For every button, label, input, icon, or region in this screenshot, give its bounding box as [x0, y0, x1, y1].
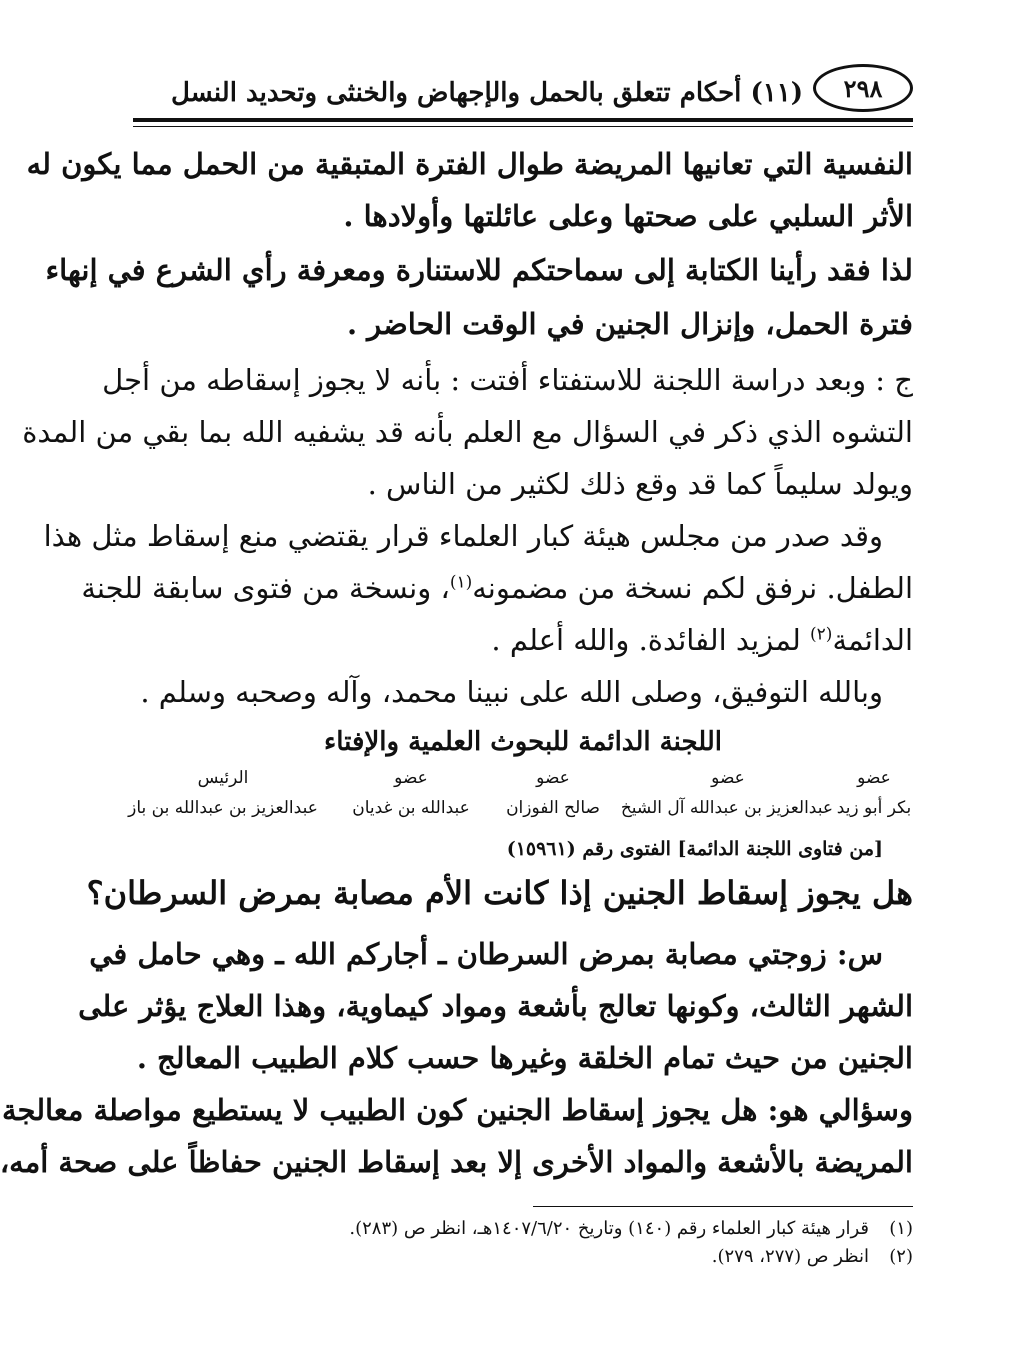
- footnote: [133, 1246, 913, 1267]
- line-text: لمزيد الفائدة. والله أعلم .: [491, 623, 811, 657]
- committee-name: اللجنة الدائمة للبحوث العلمية والإفتاء: [324, 727, 722, 757]
- signatory: [113, 768, 333, 818]
- footnote-text: انظر ص (٢٧٧، ٢٧٩).: [711, 1246, 869, 1267]
- signatory-role: عضو: [711, 768, 745, 788]
- page-header: [133, 62, 913, 120]
- signatory-role: الرئيس: [197, 768, 249, 788]
- signatory-role: عضو: [536, 768, 570, 788]
- footnote-number: (١): [889, 1218, 913, 1239]
- footnote-ref-2[interactable]: (٢): [810, 624, 833, 645]
- question-line: س: زوجتي مصابة بمرض السرطان ـ أجاركم الله ـ وهي حامل في: [89, 937, 883, 971]
- fatwa-reference: [من فتاوى اللجنة الدائمة] الفتوى رقم (١٥٩٦١): [506, 838, 883, 860]
- body-line: فترة الحمل، وإنزال الجنين في الوقت الحاضر .: [346, 307, 913, 341]
- body-line: النفسية التي تعانيها المريضة طوال الفترة المتبقية من الحمل مما يكون له: [26, 147, 913, 181]
- closing-line: وبالله التوفيق، وصلى الله على نبينا محمد، وآله وصحبه وسلم .: [140, 675, 883, 709]
- signatory-name: صالح الفوزان: [506, 798, 600, 818]
- signatory-name: عبدالله بن غديان: [352, 798, 470, 818]
- signatory-name: عبدالعزيز بن عبدالله آل الشيخ: [620, 798, 833, 818]
- signatory-role: عضو: [394, 768, 428, 788]
- line-text: ، ونسخة من فتوى سابقة للجنة: [81, 571, 450, 605]
- signatory-name: بكر أبو زيد: [836, 798, 912, 818]
- chapter-title: (١١) أحكام تتعلق بالحمل والإجهاض والخنثى وتحديد النسل: [171, 78, 803, 108]
- section-title: هل يجوز إسقاط الجنين إذا كانت الأم مصابة بمرض السرطان؟: [86, 874, 913, 912]
- body-line: لذا فقد رأينا الكتابة إلى سماحتكم للاستنارة ومعرفة رأي الشرع في إنهاء: [45, 253, 913, 287]
- question-line: المريضة بالأشعة والمواد الأخرى إلا بعد إسقاط الجنين حفاظاً على صحة أمه،: [0, 1145, 913, 1179]
- footnote-ref-1[interactable]: (١): [449, 572, 473, 593]
- body-line: الأثر السلبي على صحتها وعلى عائلتها وأولادها .: [343, 199, 913, 233]
- question-line: وسؤالي هو: هل يجوز إسقاط الجنين كون الطبيب لا يستطيع مواصلة معالجة: [1, 1093, 913, 1127]
- line-text: الدائمة: [832, 623, 913, 657]
- line-text: الطفل. نرفق لكم نسخة من مضمونه: [472, 571, 913, 605]
- footnote-text: قرار هيئة كبار العلماء رقم (١٤٠) وتاريخ ١٤٠٧/٦/٢٠هـ، انظر ص (٢٨٣).: [349, 1218, 869, 1239]
- signatures: [128, 768, 913, 828]
- page-number: ٢٩٨: [813, 64, 913, 112]
- answer-line: ويولد سليماً كما قد وقع ذلك لكثير من الناس .: [367, 467, 913, 501]
- answer-line-footnote-1: [81, 568, 913, 608]
- header-rule-thick: [133, 118, 913, 122]
- answer-line: ج : وبعد دراسة اللجنة للاستفتاء أفتت : بأنه لا يجوز إسقاطه من أجل: [102, 363, 913, 397]
- question-line: الجنين من حيث تمام الخلقة وغيرها حسب كلام الطبيب المعالج .: [136, 1041, 913, 1075]
- question-line: الشهر الثالث، وكونها تعالج بأشعة ومواد كيماوية، وهذا العلاج يؤثر على: [78, 989, 913, 1023]
- signatory: [835, 768, 913, 818]
- footnote-number: (٢): [889, 1246, 913, 1267]
- signatory-role: عضو: [857, 768, 891, 788]
- answer-line: التشوه الذي ذكر في السؤال مع العلم بأنه قد يشفيه الله بما بقي من المدة: [22, 415, 913, 449]
- signatory: [493, 768, 613, 818]
- signatory-name: عبدالعزيز بن عبدالله بن باز: [128, 798, 318, 818]
- signatory: [620, 768, 833, 818]
- footnote-separator: [533, 1206, 913, 1207]
- footnote: [133, 1218, 913, 1239]
- answer-line-footnote-2: [133, 620, 913, 660]
- answer-line: وقد صدر من مجلس هيئة كبار العلماء قرار يقتضي منع إسقاط مثل هذا: [43, 519, 883, 553]
- header-rule-thin: [133, 126, 913, 127]
- signatory: [341, 768, 481, 818]
